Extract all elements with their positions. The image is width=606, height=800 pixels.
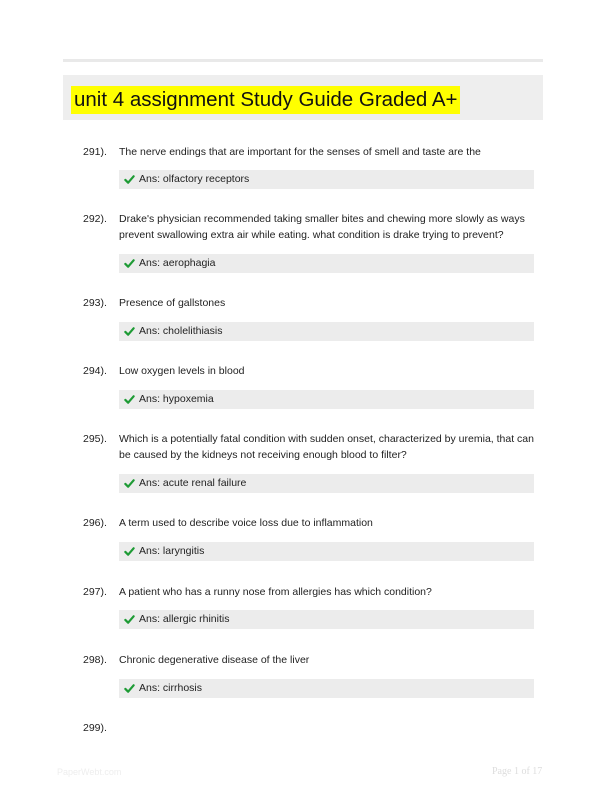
answer-text: Ans: acute renal failure bbox=[139, 477, 247, 489]
answer-box bbox=[119, 170, 534, 189]
answer-text: Ans: olfactory receptors bbox=[139, 173, 250, 185]
question-text: Chronic degenerative disease of the liver bbox=[119, 654, 310, 666]
check-icon bbox=[124, 478, 135, 489]
footer-watermark: PaperWebt.com bbox=[57, 767, 122, 777]
question-number: 295). bbox=[83, 433, 107, 445]
question-text: A patient who has a runny nose from allergies has which condition? bbox=[119, 586, 432, 598]
question-number: 296). bbox=[83, 517, 107, 529]
question-number: 299). bbox=[83, 722, 107, 734]
check-icon bbox=[124, 326, 135, 337]
answer-box bbox=[119, 679, 534, 698]
answer-box bbox=[119, 542, 534, 561]
answer-text: Ans: aerophagia bbox=[139, 257, 216, 269]
document-title: unit 4 assignment Study Guide Graded A+ bbox=[71, 86, 460, 114]
check-icon bbox=[124, 258, 135, 269]
question-number: 293). bbox=[83, 297, 107, 309]
answer-text: Ans: laryngitis bbox=[139, 545, 205, 557]
answer-text: Ans: cholelithiasis bbox=[139, 325, 223, 337]
answer-box bbox=[119, 474, 534, 493]
answer-text: Ans: hypoxemia bbox=[139, 393, 214, 405]
question-number: 298). bbox=[83, 654, 107, 666]
top-divider bbox=[63, 59, 543, 62]
question-number: 291). bbox=[83, 146, 107, 158]
question-text: Low oxygen levels in blood bbox=[119, 365, 245, 377]
question-text: Which is a potentially fatal condition with sudden onset, characterized by uremia, that can be caused by the kidneys not receiving enough blood to filter? bbox=[119, 433, 534, 461]
check-icon bbox=[124, 683, 135, 694]
question-text: Presence of gallstones bbox=[119, 297, 226, 309]
answer-text: Ans: allergic rhinitis bbox=[139, 613, 230, 625]
answer-text: Ans: cirrhosis bbox=[139, 682, 203, 694]
question-text: The nerve endings that are important for the senses of smell and taste are the bbox=[119, 146, 481, 158]
question-text: Drake's physician recommended taking smaller bites and chewing more slowly as ways prevent swallowing extra air while eating. what condition is drake trying to prevent? bbox=[119, 213, 525, 241]
question-number: 292). bbox=[83, 213, 107, 225]
question-number: 294). bbox=[83, 365, 107, 377]
answer-box bbox=[119, 390, 534, 409]
question-text: A term used to describe voice loss due to inflammation bbox=[119, 517, 373, 529]
page-indicator: Page 1 of 17 bbox=[492, 766, 543, 777]
answer-box bbox=[119, 322, 534, 341]
answer-box bbox=[119, 254, 534, 273]
check-icon bbox=[124, 174, 135, 185]
check-icon bbox=[124, 394, 135, 405]
question-number: 297). bbox=[83, 586, 107, 598]
answer-box bbox=[119, 610, 534, 629]
check-icon bbox=[124, 614, 135, 625]
check-icon bbox=[124, 546, 135, 557]
